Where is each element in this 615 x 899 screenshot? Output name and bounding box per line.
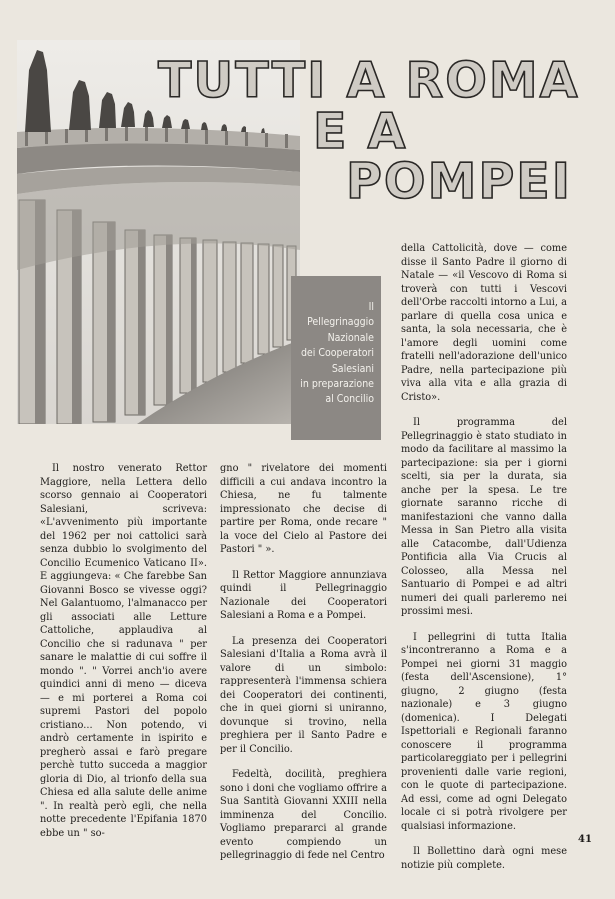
headline-line-1: TUTTI A ROMA — [158, 52, 580, 109]
paragraph: I pellegrini di tutta Italia s'incontreranno a Roma e a Pompei nei giorni 31 maggio (festa dell'Ascensione), 1° giugno, 2 giugno (festa nazionale) e 3 giugno (domenica). I Delegati Ispettoriali e Regionali faranno conoscere il programma particolareggiato per i pellegrini provenienti dalle varie regioni, con le quote di partecipazione. Ad essi, come ad ogni Delegato locale ci si potrà rivolgere per qualsiasi informazione. — [401, 631, 567, 832]
caption-line: in preparazione — [300, 378, 374, 391]
caption-line: Il — [368, 301, 374, 313]
paragraph: Il Rettor Maggiore annunziava quindi il Pellegrinaggio Nazionale dei Cooperatori Salesiani a Roma e a Pompei. — [220, 569, 387, 621]
page-number: 41 — [578, 834, 592, 845]
paragraph: Il programma del Pellegrinaggio è stato studiato in modo da facilitare al massimo la partecipazione: sia per i giorni scelti, sia per la durata, sia anche per la spesa. Le tre giornate saranno ricche di manifestazioni che vanno dalla Messa in San Pietro alla visita alle Catacombe, dall'Udienza Pontificia alla Via Crucis al Colosseo, alla Messa nel Santuario di Pompei e ad altri numeri dei quali parleremo nei prossimi mesi. — [401, 417, 567, 617]
headline-line-3: POMPEI — [346, 153, 572, 210]
headline-line-2: E A — [313, 103, 408, 160]
paragraph: La presenza dei Cooperatori Salesiani d'Italia a Roma avrà il valore di un simbolo: rappresenterà l'immensa schiera dei Cooperatori dei continenti, che in quei giorni si uniranno, dovunque si trovino, nella preghiera per il Santo Padre e per il Concilio. — [220, 635, 387, 755]
caption-line: Nazionale — [327, 331, 374, 344]
paragraph: della Cattolicità, dove — come disse il Santo Padre il giorno di Natale — «il Vescovo di Roma si troverà con tutti i Vescovi dell'Orbe raccolti intorno a Lui, a parlare di quella cosa unica e santa, la sola necessaria, che è l'amore degli uomini come fratelli nell'adorazione dell'unico Padre, nella partecipazione più viva alla vita e alla grazia di Cristo». — [401, 243, 567, 403]
paragraph: Fedeltà, docilità, preghiera sono i doni che vogliamo offrire a Sua Santità Giovanni XXIII nella imminenza del Concilio. Vogliamo prepararci al grande evento compiendo un pellegrinaggio di fede nel Centro — [220, 769, 387, 861]
paragraph: Il nostro venerato Rettor Maggiore, nella Lettera dello scorso gennaio ai Cooperatori Salesiani, scriveva: «L'avvenimento più importante del 1962 per noi cattolici sarà senza dubbio lo svolgimento del Concilio Ecumenico Vaticano II». E aggiungeva: « Che farebbe San Giovanni Bosco se vivesse oggi? Nel Galantuomo, l'almanacco per gli associati alle Letture Cattoliche, applaudiva al Concilio che si radunava " per sanare le malattie di cui soffre il mondo ". " Vorrei anch'io avere quindici anni di meno — diceva — e mi porterei a Roma coi supremi Pastori del popolo cristiano... Non potendo, vi andrò certamente in ispirito e pregherò assai e farò pregare perchè tutto succeda a maggior gloria di Dio, al trionfo della sua Chiesa ed alla salute delle anime ". In realtà però egli, che nella notte precedente l'Epifania 1870 ebbe un " so- — [40, 463, 207, 839]
caption-line: al Concilio — [325, 393, 374, 406]
caption-line: Salesiani — [331, 362, 374, 375]
article-column-3 — [401, 242, 567, 884]
paragraph: gno " rivelatore dei momenti difficili a cui andava incontro la Chiesa, ne fu talmente impressionato che decise di partire per Roma, onde recare " la voce del Cielo al Pastore dei Pastori " ». — [220, 463, 387, 555]
caption-line: Pellegrinaggio — [307, 316, 374, 329]
caption-line: dei Cooperatori — [300, 347, 374, 360]
photo-caption — [296, 300, 374, 408]
article-column-2 — [220, 462, 387, 875]
paragraph: Il Bollettino darà ogni mese notizie più complete. — [401, 846, 567, 871]
article-column-1 — [40, 462, 207, 852]
